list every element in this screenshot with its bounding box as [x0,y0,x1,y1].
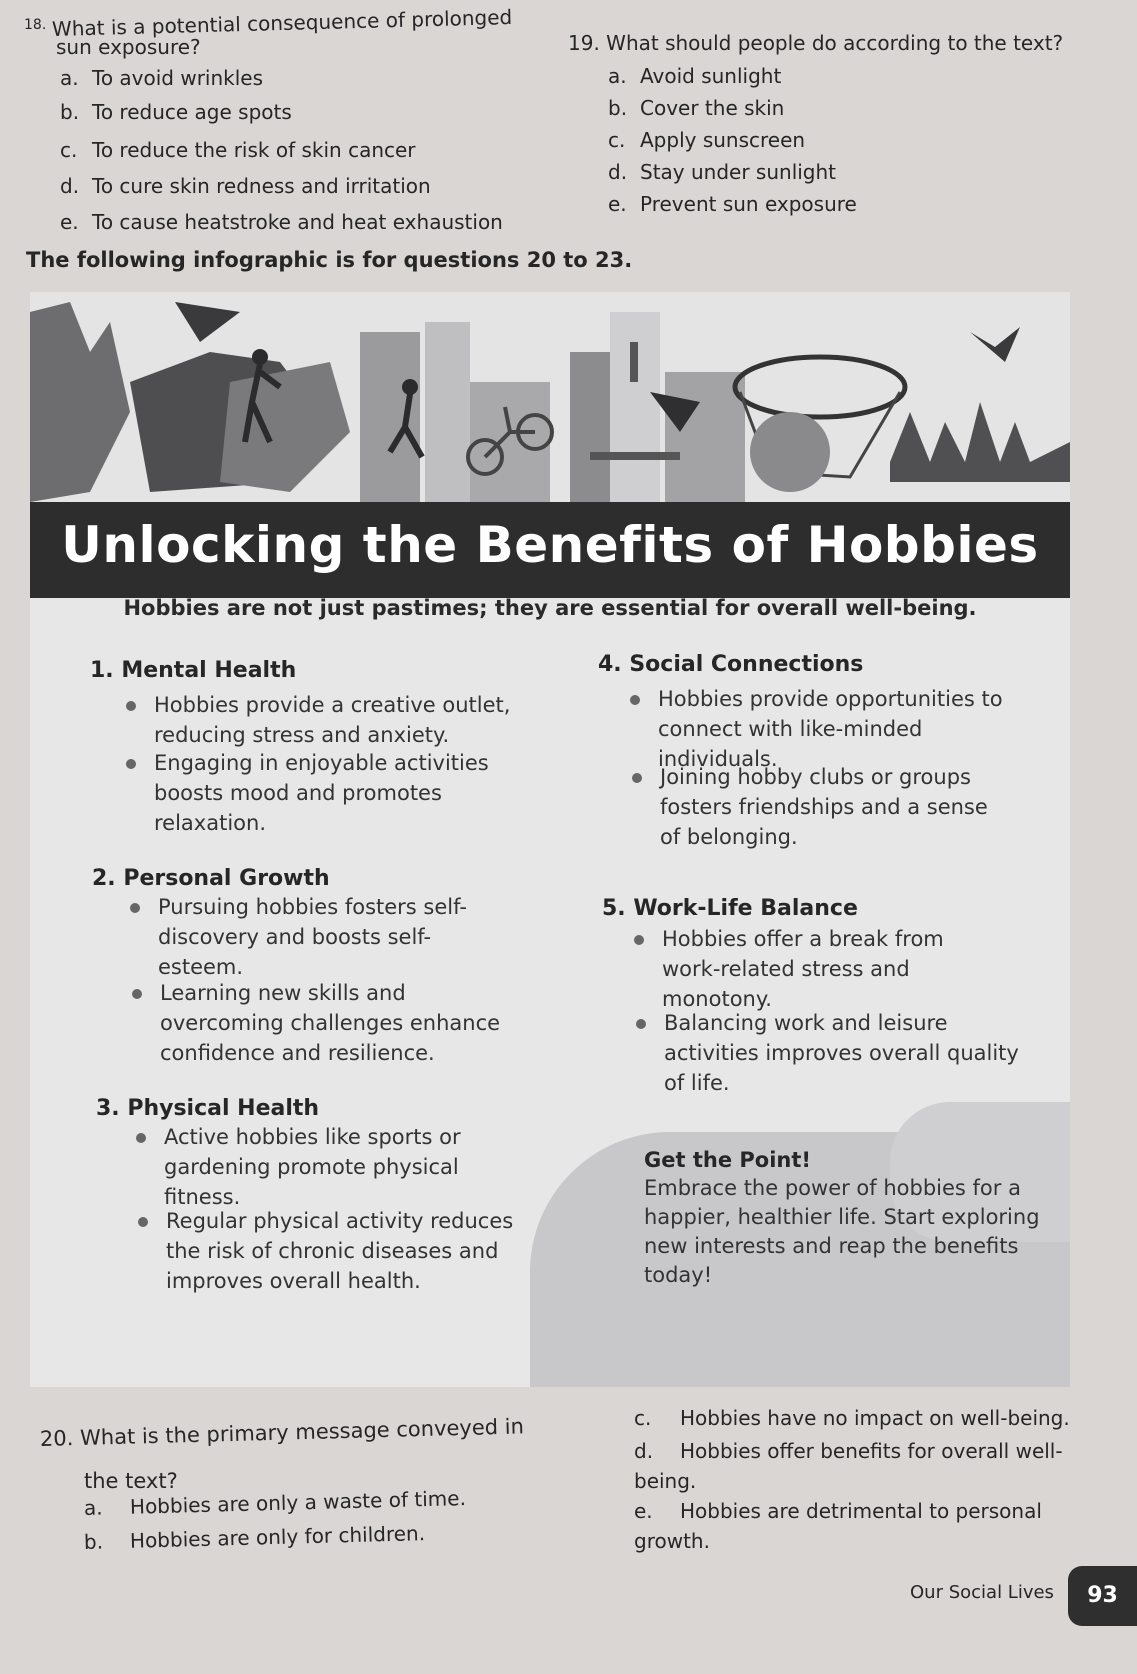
q19-option-a[interactable] [608,64,781,88]
question-18-text-line1: What is a potential consequence of prolonged [51,4,513,41]
bullet-item [164,1122,494,1212]
q20-option-e[interactable] [634,1496,1104,1556]
q20-option-d[interactable] [634,1436,1104,1496]
bullet-dot-icon [630,695,640,705]
hobbies-banner-illustration [30,292,1070,502]
option-text: Prevent sun exposure [640,192,857,216]
q19-option-e[interactable] [608,192,857,216]
option-letter: e. [608,192,627,216]
question-20-text-line1 [40,1413,525,1452]
option-text: Hobbies have no impact on well-being. [680,1406,1070,1430]
bullet-item [154,748,514,838]
bullet-dot-icon [138,1217,148,1227]
infographic [30,292,1070,1387]
question-19-question: What should people do according to the text? [606,31,1064,55]
bullet-text: Hobbies provide a creative outlet, reducing stress and anxiety. [154,693,511,747]
option-letter: b. [608,96,628,120]
callout-title: Get the Point! [644,1148,811,1172]
q19-option-c[interactable] [608,128,805,152]
question-20-text-line2: the text? [84,1469,178,1493]
option-text: Hobbies offer benefits for overall well-being. [634,1439,1063,1493]
option-letter: a. [83,1495,103,1520]
bullet-item [658,684,1018,774]
option-letter: d. [608,160,628,184]
bullet-text: Hobbies offer a break from work-related stress and monotony. [662,927,944,1011]
option-text: Hobbies are only for children. [129,1521,426,1553]
q20-option-b[interactable] [84,1521,426,1554]
section-title-mental-health: 1. Mental Health [90,658,297,683]
question-19-text [568,30,1063,56]
question-20-question: What is the primary message conveyed in [79,1414,525,1450]
bullet-dot-icon [126,701,136,711]
option-letter: b. [83,1529,104,1554]
bullet-item [662,924,992,1014]
q20-option-c[interactable] [634,1406,1070,1430]
q18-option-b[interactable] [60,100,292,124]
option-text: Stay under sunlight [640,160,837,184]
bullet-text: Hobbies provide opportunities to connect with like-minded individuals. [658,687,1003,771]
option-letter: c. [60,138,78,162]
option-text: Hobbies are detrimental to personal growth. [634,1499,1042,1553]
infographic-title: Unlocking the Benefits of Hobbies [61,516,1039,574]
section-title-personal-growth: 2. Personal Growth [92,866,330,891]
bullet-text: Pursuing hobbies fosters self-discovery and boosts self-esteem. [158,895,467,979]
option-text: Cover the skin [640,96,785,120]
question-19-number: 19. [568,31,600,55]
q18-option-e[interactable] [60,210,503,234]
bullet-text: Joining hobby clubs or groups fosters friendships and a sense of belonging. [660,765,988,849]
option-text: To cure skin redness and irritation [92,174,431,198]
bullet-dot-icon [136,1133,146,1143]
option-letter: c. [608,128,626,152]
bullet-item [154,690,514,750]
option-text: To reduce the risk of skin cancer [92,138,416,162]
bullet-dot-icon [132,989,142,999]
option-letter: d. [634,1439,654,1463]
bullet-item [166,1206,526,1296]
bullet-dot-icon [634,935,644,945]
bullet-text: Active hobbies like sports or gardening promote physical fitness. [164,1125,461,1209]
option-text: To cause heatstroke and heat exhaustion [92,210,503,234]
bullet-text: Learning new skills and overcoming challenges enhance confidence and resilience. [160,981,501,1065]
bullet-text: Regular physical activity reduces the risk of chronic diseases and improves overall health. [166,1209,514,1293]
bullet-dot-icon [126,759,136,769]
page-number: 93 [1068,1566,1137,1626]
section-title-social-connections: 4. Social Connections [598,652,864,677]
option-text: Hobbies are only a waste of time. [129,1486,467,1519]
option-text: To avoid wrinkles [92,66,264,90]
bullet-item [660,762,1010,852]
q18-option-c[interactable] [60,138,416,162]
infographic-intro: The following infographic is for questions 20 to 23. [26,248,633,272]
bullet-item [158,892,488,982]
bullet-dot-icon [636,1019,646,1029]
infographic-subtitle: Hobbies are not just pastimes; they are essential for overall well-being. [123,596,977,620]
option-letter: b. [60,100,80,124]
q19-option-b[interactable] [608,96,784,120]
option-text: To reduce age spots [92,100,292,124]
callout-text: Embrace the power of hobbies for a happier, healthier life. Start exploring new interests and reap the benefits today! [644,1176,1040,1287]
footer-section-name: Our Social Lives [910,1582,1054,1603]
section-title-work-life-balance: 5. Work-Life Balance [602,896,858,921]
question-20-number: 20. [39,1426,74,1451]
bullet-text: Balancing work and leisure activities improves overall quality of life. [664,1011,1019,1095]
option-letter: e. [60,210,79,234]
bullet-item [664,1008,1034,1098]
bullet-text: Engaging in enjoyable activities boosts mood and promotes relaxation. [154,751,489,835]
q18-option-d[interactable] [60,174,431,198]
question-18-text-line2: sun exposure? [56,35,201,59]
option-letter: a. [608,64,627,88]
q19-option-d[interactable] [608,160,836,184]
option-letter: d. [60,174,80,198]
question-18-number: 18. [24,17,47,33]
option-text: Avoid sunlight [640,64,782,88]
q18-option-a[interactable] [60,66,263,90]
section-title-physical-health: 3. Physical Health [96,1096,320,1121]
bullet-dot-icon [130,903,140,913]
bullet-dot-icon [632,773,642,783]
bullet-item [160,978,510,1068]
option-letter: a. [60,66,79,90]
option-letter: e. [634,1499,653,1523]
option-letter: c. [634,1406,652,1430]
option-text: Apply sunscreen [640,128,806,152]
